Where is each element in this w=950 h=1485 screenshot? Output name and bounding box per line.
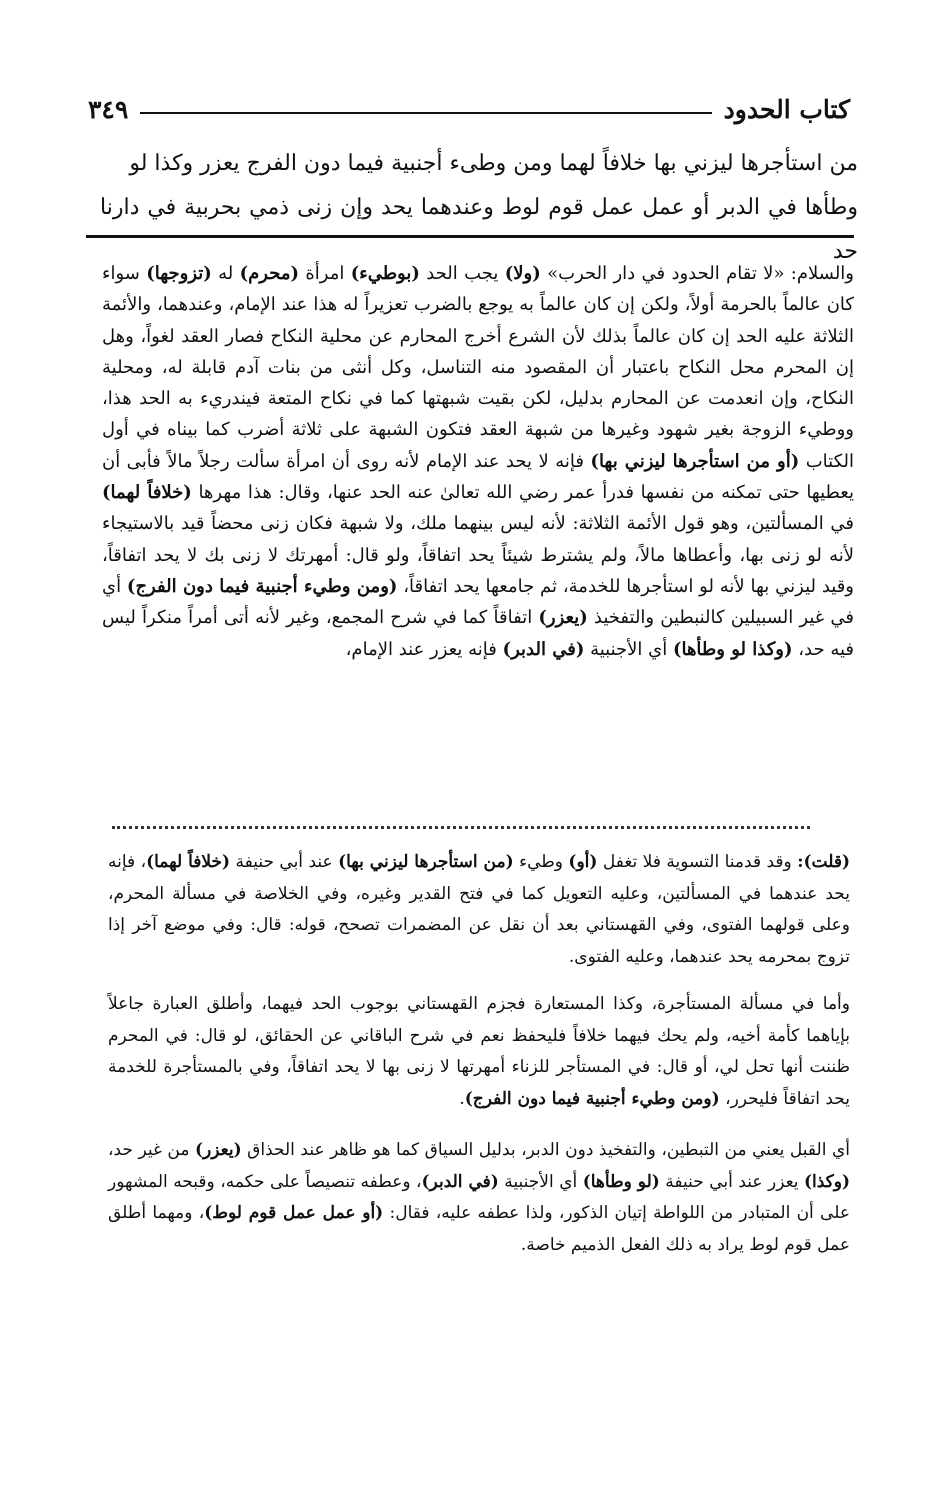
annotation-segment: من غير حد،	[108, 1140, 195, 1160]
quoted-matn: (أو من استأجرها ليزني بها)	[590, 450, 800, 472]
quoted-matn: (يعزر)	[538, 607, 588, 629]
quoted-matn: (ولا)	[504, 263, 541, 284]
commentary-segment: والسلام: «لا تقام الحدود في دار الحرب»	[540, 263, 854, 284]
quoted-matn: (وكذا لو وطأها)	[672, 638, 793, 660]
commentary-segment: له	[211, 263, 240, 284]
dotted-separator	[112, 826, 810, 829]
quoted-matn: (في الدبر)	[502, 638, 585, 660]
annotation-segment: أي القبل يعني من التبطين، والتفخيذ دون الدبر، بدليل السياق كما هو ظاهر عند الحذاق	[241, 1140, 850, 1160]
quoted-matn: (أو)	[568, 852, 598, 872]
annotation-paragraph	[108, 847, 850, 973]
separator-rule	[86, 235, 854, 238]
main-text-line: من استأجرها ليزني بها خلافاً لهما ومن وطىء أجنبية فيما دون الفرج يعزر وكذا لو	[129, 151, 858, 176]
main-text-line: وطأها في الدبر أو عمل عمل قوم لوط وعندهما يحد وإن زنى ذمي بحربية في دارنا حد	[100, 195, 858, 264]
annotation-segment: عند أبي حنيفة	[230, 852, 339, 872]
page-header	[88, 82, 850, 122]
quoted-matn: (وكذا)	[803, 1171, 851, 1192]
quoted-matn: (أو عمل عمل قوم لوط)	[204, 1203, 384, 1223]
page-number: ٣٤٩	[88, 95, 129, 124]
quoted-matn: (محرم)	[239, 263, 299, 284]
commentary-segment: امرأة	[299, 263, 351, 284]
annotation-segment: أي الأجنبية	[498, 1171, 583, 1192]
quoted-matn: (من استأجرها ليزني بها)	[338, 852, 514, 872]
quoted-matn: (لو وطأها)	[582, 1171, 660, 1192]
commentary-segment: فإنه لا يحد عند الإمام لأنه روى أن امرأة سألت رجلاً مالاً فأبى أن يعطيها حتى تمكنه من نفسها فدرأ عمر رضي الله تعالىٰ عنه الحد عنها، وقال: هذا مهرها	[102, 450, 854, 504]
annotation-segment: يعزر عند أبي حنيفة	[659, 1171, 804, 1192]
quoted-matn: (يعزر)	[195, 1140, 242, 1160]
annotation-block	[108, 847, 850, 1277]
quoted-matn: (ومن وطيء أجنبية فيما دون الفرج)	[464, 1088, 720, 1109]
commentary-segment: يجب الحد	[419, 263, 505, 284]
main-text	[100, 142, 858, 274]
quoted-matn: (ومن وطيء أجنبية فيما دون الفرج)	[126, 575, 398, 597]
quoted-matn: (بوطيء)	[350, 263, 420, 284]
annotation-segment: وطيء	[513, 852, 569, 872]
commentary-segment: أي في غير السبيلين كالنبطين والتفخيذ	[102, 575, 854, 629]
annotation-segment: .	[459, 1088, 465, 1109]
commentary-segment: سواء كان عالماً بالحرمة أولاً، ولكن إن كان عالماً به يوجع بالضرب تعزيراً له هذا عند الإمام، وعندهما، والأئمة الثلاثة عليه الحد إن كان عالماً بذلك لأن الشرع أخرج المحارم عن محلية النكاح فصار العقد لغواً، وهل إن المحرم محل النكاح باعتبار أن المقصود منه التناسل، وكل أنثى من بنات آدم قابلة له، ومحلية النكاح، وإن انعدمت عن المحارم بدليل، لكن بقيت شبهتها كما في نكاح المتعة فيندريء به الحد هذا، ووطيء الزوجة بغير شهود وغيرها من شبهة العقد فتكون الشبهة على ثلاثة أضرب كما بيناه في أول الكتاب	[102, 263, 854, 472]
quoted-matn: (خلافاً لهما)	[146, 852, 231, 872]
quoted-matn: (تزوجها)	[146, 263, 212, 284]
annotation-segment: وقد قدمنا التسوية فلا تغفل	[597, 852, 798, 872]
annotation-segment: ، وعطفه تنصيصاً على حكمه، وقبحه المشهور على أن المتبادر من اللواطة إتيان الذكور، ولذا عطفه عليه، فقال:	[108, 1171, 850, 1223]
annotation-paragraph	[108, 989, 850, 1115]
running-title: كتاب الحدود	[723, 95, 850, 124]
quoted-matn: (خلافاً لهما)	[102, 482, 192, 504]
header-rule	[140, 112, 711, 114]
commentary-segment: اتفاقاً كما في شرح المجمع، وغير لأنه أتى أمراً منكراً ليس فيه حد،	[102, 607, 854, 660]
commentary-segment: فإنه يعزر عند الإمام،	[345, 638, 503, 660]
annotation-paragraph	[108, 1135, 850, 1261]
commentary-segment: في المسألتين، وهو قول الأئمة الثلاثة: لأنه ليس بينهما ملك، ولا شبهة فكان زنى محضاً قيد بالاستيجاء لأنه لو زنى بها، وأعطاها مالاً، ولم يشترط شيئاً يحد اتفاقاً، ولو قال: أمهرتك لا زنى بك لا يحد اتفاقاً، وقيد ليزني بها لأنه لو استأجرها للخدمة، ثم جامعها يحد اتفاقاً،	[102, 513, 854, 597]
annotation-segment: ، ومهما أطلق عمل قوم لوط يراد به ذلك الفعل الذميم خاصة.	[108, 1203, 850, 1255]
commentary-segment: أي الأجنبية	[584, 638, 673, 660]
annotation-segment: وأما في مسألة المستأجرة، وكذا المستعارة فجزم القهستاني بوجوب الحد فيهما، وأطلق العبارة جاعلاً بإياهما كأمة أخيه، ولم يحك فيهما خلافاً فليحفظ نعم في شرح الباقاني عن الحقائق، لو قال: في المحرم ظننت أنها تحل لي، أو قال: في المستأجر للزناء أمهرتها لا زنى بها لا يحد اتفاقاً، وفي بالمستأجرة للخدمة يحد اتفاقاً فليحرر،	[108, 994, 850, 1109]
quoted-matn: (في الدبر)	[421, 1171, 499, 1192]
commentary-text	[102, 258, 854, 665]
annotation-segment: ، فإنه يحد عندهما في المسألتين، وعليه التعويل كما في فتح القدير وغيره، وفي الخلاصة في مسألة المحرم، وعلى قولهما الفتوى، وفي القهستاني بعد أن نقل عن المضمرات تصحح، قوله: قال: وفي موضع آخر إذا تزوج بمحرمه يحد عندهما، وعليه الفتوى.	[108, 852, 850, 967]
quoted-matn: (قلت):	[797, 852, 850, 872]
